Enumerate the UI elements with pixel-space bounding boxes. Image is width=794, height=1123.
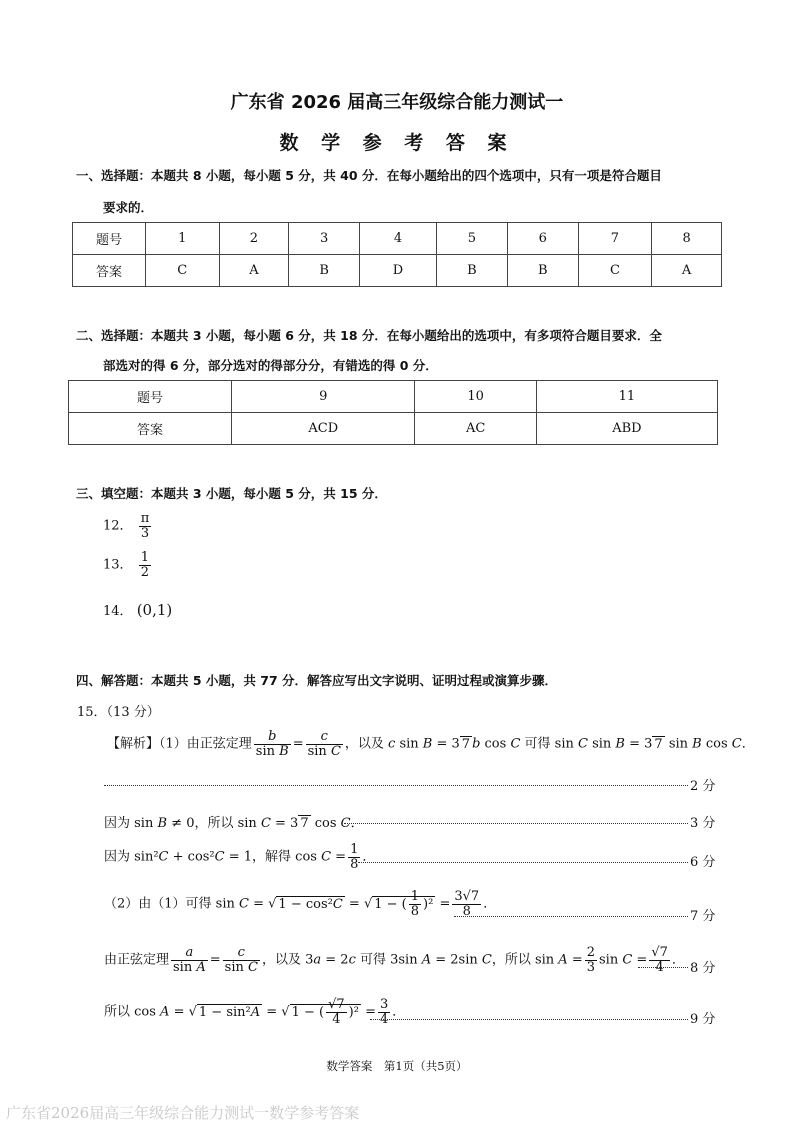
table-cell: B	[289, 255, 360, 287]
fraction-denominator: 3	[140, 525, 150, 541]
table-row	[69, 381, 718, 413]
fraction	[139, 512, 152, 540]
document-title: 广东省 2026 届高三年级综合能力测试一	[230, 92, 564, 113]
table-cell: ABD	[536, 413, 717, 445]
solution-line-1: 【解析】（1）由正弦定理 $\frac{b}{\text{sin B}}$ = $\frac{c}{\text{sin C}}$ ，以及 c sin B = 3 7 b cos C 可得 sin C sin B = 3 7 sin B cos C．	[107, 729, 755, 759]
section3-heading: 三、填空题：本题共 3 小题，每小题 5 分，共 15 分．	[76, 486, 387, 501]
table-cell: 8	[652, 223, 722, 255]
points-label: 6 分	[690, 855, 716, 870]
table-cell: 1	[146, 223, 220, 255]
dotted-leader	[638, 967, 688, 968]
table-cell: 2	[219, 223, 289, 255]
table-cell: 3	[289, 223, 360, 255]
table-cell: ACD	[232, 413, 415, 445]
table-cell: B	[436, 255, 507, 287]
watermark: 广东省2026届高三年级综合能力测试一数学参考答案	[6, 1104, 360, 1122]
table-cell: 10	[415, 381, 536, 413]
table-cell: 答案	[69, 413, 232, 445]
points-label: 8 分	[690, 961, 716, 976]
dotted-leader	[104, 785, 688, 786]
answer-label: 12．	[103, 518, 133, 534]
section4-heading: 四、解答题：本题共 5 小题，共 77 分．解答应写出文字说明、证明过程或演算步骤．	[76, 673, 558, 688]
answer-label: 13．	[103, 557, 133, 573]
table-cell: 7	[578, 223, 652, 255]
solution-line-5: 由正弦定理 $\frac{a}{\text{sin A}}$ = $\frac{c}{\text{sin C}}$ ，以及 3a = 2c 可得 3sin A = 2sin C，所以 sin A = $\frac{2}{3}$ sin C = $\frac{√7}{4}$ ．	[104, 945, 685, 975]
page-footer: 数学答案 第1页（共5页）	[326, 1059, 468, 1073]
table-cell: 题号	[69, 381, 232, 413]
table-cell: 4	[360, 223, 437, 255]
answer-value: (0,1)	[136, 601, 173, 619]
table-row	[73, 255, 722, 287]
table-cell: A	[652, 255, 722, 287]
table-cell: 6	[507, 223, 578, 255]
solution-line-2: 因为 sin B ≠ 0，所以 sin C = 3 7 cos C．	[104, 816, 364, 831]
answer-label: 14．	[103, 604, 133, 619]
table-cell: 答案	[73, 255, 146, 287]
answer-12	[103, 512, 153, 540]
points-label: 2 分	[690, 779, 716, 794]
dotted-leader	[370, 1019, 688, 1020]
section2-heading-line2: 部选对的得 6 分，部分选对的得部分分，有错选的得 0 分．	[103, 358, 438, 373]
dotted-leader	[344, 823, 688, 824]
table-cell: 9	[232, 381, 415, 413]
dotted-leader	[454, 916, 688, 917]
question-15-label: 15．（13 分）	[77, 705, 160, 720]
document-subtitle: 数 学 参 考 答 案	[279, 132, 515, 154]
table-cell: AC	[415, 413, 536, 445]
answer-14	[103, 600, 172, 619]
solution-line-4: （2）由（1）可得 sin C = √ 1 − cos²C = √ 1 − ( $\frac{1}{8}$ )² = $\frac{3√7}{8}$ ．	[104, 889, 497, 919]
section1-heading-line2: 要求的．	[103, 200, 154, 215]
points-label: 3 分	[690, 816, 716, 831]
fraction-numerator: 1	[140, 550, 149, 565]
points-label: 7 分	[690, 909, 716, 924]
table-cell: 11	[536, 381, 717, 413]
dotted-leader	[358, 862, 688, 863]
points-label: 9 分	[690, 1012, 716, 1027]
fraction	[139, 551, 151, 579]
fraction-numerator: π	[140, 511, 150, 526]
solution-line-3: 因为 sin²C + cos²C = 1，解得 cos C = $\frac{1}{8}$ ．	[104, 842, 376, 872]
table-cell: C	[578, 255, 652, 287]
table-row	[69, 413, 718, 445]
section2-heading-line1: 二、选择题：本题共 3 小题，每小题 6 分，共 18 分．在每小题给出的选项中，有多项符合题目要求．全	[76, 328, 662, 343]
section2-answer-table	[68, 380, 718, 445]
table-cell: D	[360, 255, 437, 287]
table-cell: 题号	[73, 223, 146, 255]
solution-line-6: 所以 cos A = √ 1 − sin²A = √ 1 − ( $\frac{√7}{4}$ )² = $\frac{3}{4}$ ．	[104, 997, 406, 1027]
table-cell: C	[146, 255, 220, 287]
fraction-denominator: 2	[140, 564, 149, 580]
table-cell: B	[507, 255, 578, 287]
section1-answer-table	[72, 222, 722, 287]
answer-13	[103, 551, 153, 579]
table-cell: 5	[436, 223, 507, 255]
table-row	[73, 223, 722, 255]
section1-heading-line1: 一、选择题：本题共 8 小题，每小题 5 分，共 40 分．在每小题给出的四个选项中，只有一项是符合题目	[76, 168, 662, 183]
table-cell: A	[219, 255, 289, 287]
